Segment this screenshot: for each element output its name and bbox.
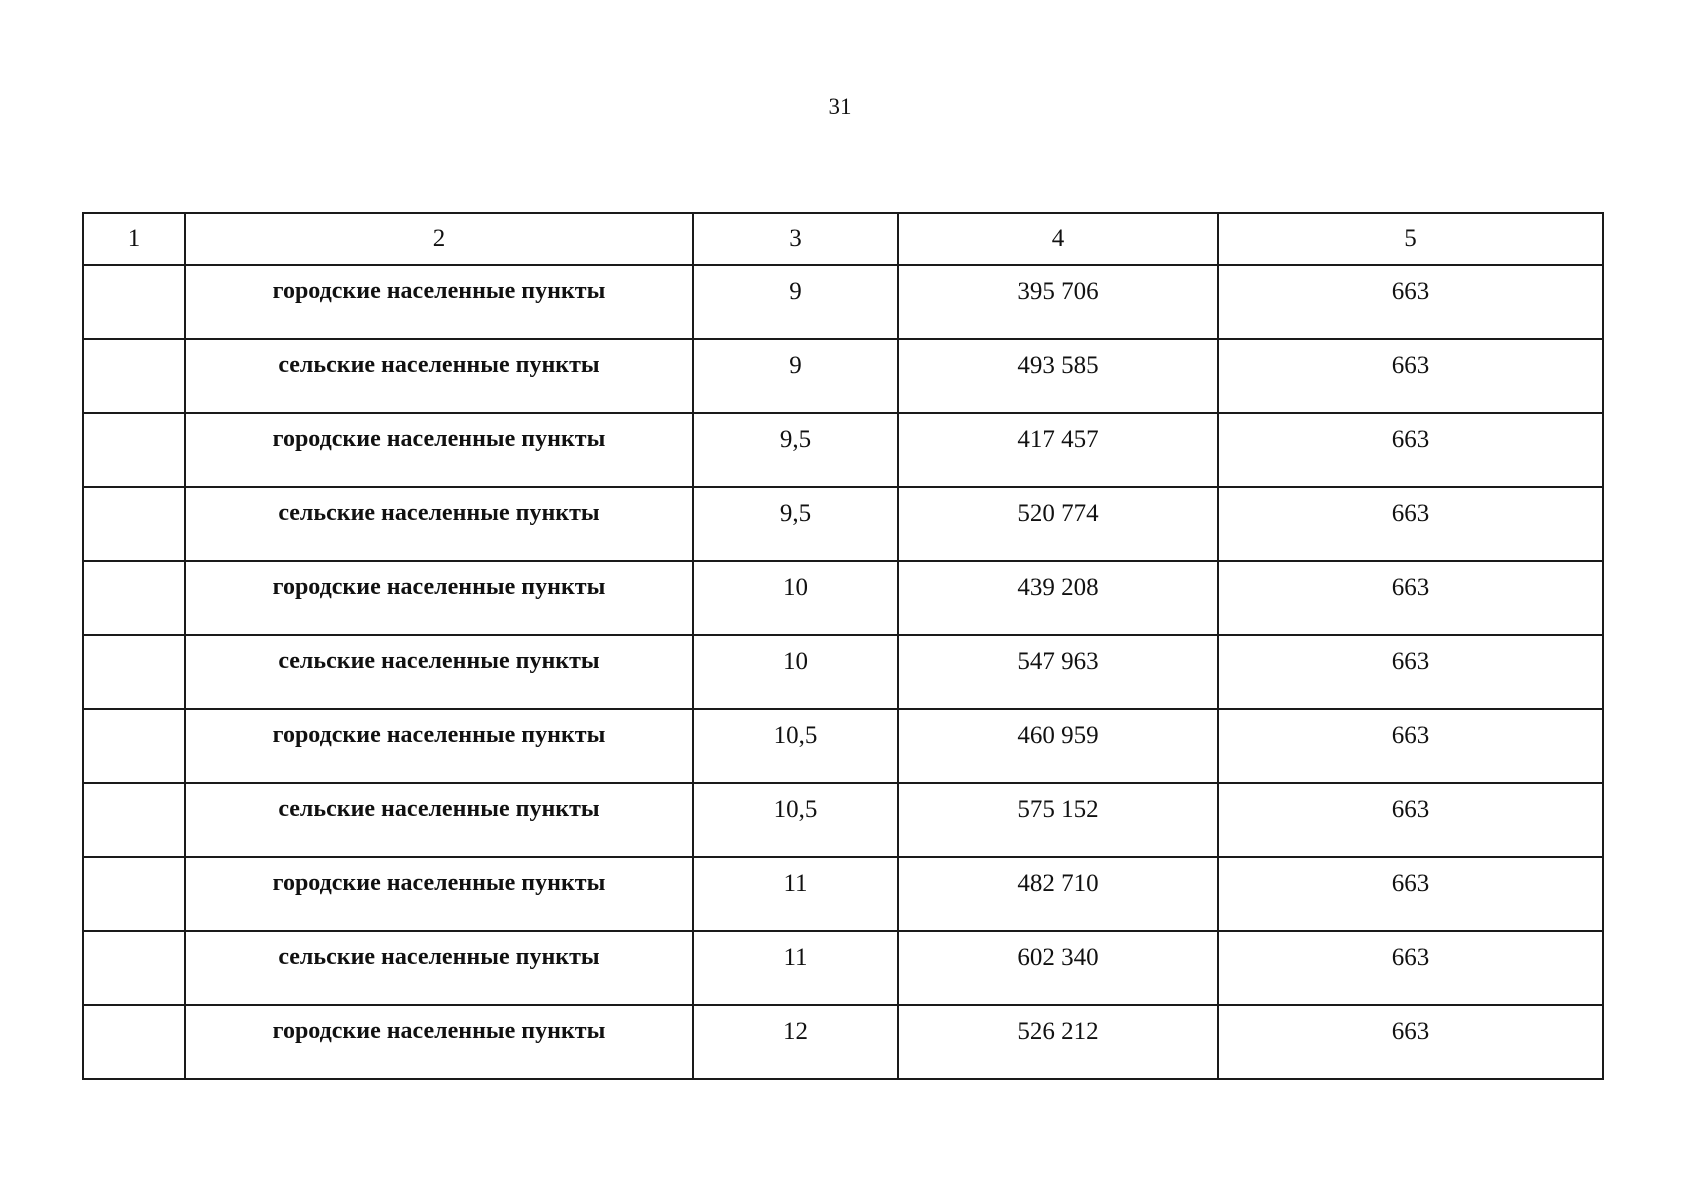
value-col4-cell: 395 706 xyxy=(898,265,1218,339)
table-row xyxy=(83,413,1603,487)
column-header-5: 5 xyxy=(1218,213,1603,265)
row-index-cell xyxy=(83,931,185,1005)
row-index-cell xyxy=(83,339,185,413)
row-index-cell xyxy=(83,783,185,857)
value-col4-cell: 575 152 xyxy=(898,783,1218,857)
row-index-cell xyxy=(83,265,185,339)
column-header-1: 1 xyxy=(83,213,185,265)
value-col4-cell: 526 212 xyxy=(898,1005,1218,1079)
value-col5-cell: 663 xyxy=(1218,635,1603,709)
settlement-type-cell: городские населенные пункты xyxy=(185,413,693,487)
value-col3-cell: 9 xyxy=(693,339,898,413)
data-table-container xyxy=(82,212,1602,1080)
settlement-type-cell: городские населенные пункты xyxy=(185,561,693,635)
value-col4-cell: 602 340 xyxy=(898,931,1218,1005)
row-index-cell xyxy=(83,413,185,487)
table-row xyxy=(83,635,1603,709)
value-col4-cell: 520 774 xyxy=(898,487,1218,561)
column-header-3: 3 xyxy=(693,213,898,265)
row-index-cell xyxy=(83,857,185,931)
value-col3-cell: 10,5 xyxy=(693,783,898,857)
value-col4-cell: 482 710 xyxy=(898,857,1218,931)
value-col5-cell: 663 xyxy=(1218,931,1603,1005)
value-col3-cell: 9 xyxy=(693,265,898,339)
row-index-cell xyxy=(83,561,185,635)
value-col5-cell: 663 xyxy=(1218,1005,1603,1079)
row-index-cell xyxy=(83,709,185,783)
settlement-type-cell: городские населенные пункты xyxy=(185,1005,693,1079)
table-row xyxy=(83,709,1603,783)
table-row xyxy=(83,1005,1603,1079)
value-col4-cell: 417 457 xyxy=(898,413,1218,487)
table-row xyxy=(83,783,1603,857)
value-col5-cell: 663 xyxy=(1218,339,1603,413)
table-row xyxy=(83,339,1603,413)
table-body xyxy=(83,265,1603,1079)
value-col5-cell: 663 xyxy=(1218,413,1603,487)
settlement-type-cell: городские населенные пункты xyxy=(185,857,693,931)
value-col3-cell: 10 xyxy=(693,635,898,709)
value-col3-cell: 9,5 xyxy=(693,487,898,561)
value-col3-cell: 11 xyxy=(693,857,898,931)
settlement-type-cell: сельские населенные пункты xyxy=(185,635,693,709)
value-col5-cell: 663 xyxy=(1218,783,1603,857)
column-header-4: 4 xyxy=(898,213,1218,265)
value-col3-cell: 10,5 xyxy=(693,709,898,783)
table-row xyxy=(83,487,1603,561)
column-header-2: 2 xyxy=(185,213,693,265)
table-header xyxy=(83,213,1603,265)
page-number: 31 xyxy=(828,94,852,119)
value-col5-cell: 663 xyxy=(1218,487,1603,561)
data-table xyxy=(82,212,1604,1080)
value-col3-cell: 10 xyxy=(693,561,898,635)
value-col5-cell: 663 xyxy=(1218,709,1603,783)
value-col4-cell: 460 959 xyxy=(898,709,1218,783)
table-row xyxy=(83,561,1603,635)
value-col3-cell: 9,5 xyxy=(693,413,898,487)
settlement-type-cell: сельские населенные пункты xyxy=(185,487,693,561)
settlement-type-cell: сельские населенные пункты xyxy=(185,931,693,1005)
value-col4-cell: 439 208 xyxy=(898,561,1218,635)
settlement-type-cell: сельские населенные пункты xyxy=(185,339,693,413)
table-row xyxy=(83,265,1603,339)
settlement-type-cell: городские населенные пункты xyxy=(185,709,693,783)
table-row xyxy=(83,857,1603,931)
settlement-type-cell: сельские населенные пункты xyxy=(185,783,693,857)
header-row xyxy=(83,213,1603,265)
value-col5-cell: 663 xyxy=(1218,561,1603,635)
table-row xyxy=(83,931,1603,1005)
value-col3-cell: 12 xyxy=(693,1005,898,1079)
value-col4-cell: 547 963 xyxy=(898,635,1218,709)
value-col3-cell: 11 xyxy=(693,931,898,1005)
row-index-cell xyxy=(83,487,185,561)
row-index-cell xyxy=(83,1005,185,1079)
value-col4-cell: 493 585 xyxy=(898,339,1218,413)
value-col5-cell: 663 xyxy=(1218,857,1603,931)
row-index-cell xyxy=(83,635,185,709)
settlement-type-cell: городские населенные пункты xyxy=(185,265,693,339)
value-col5-cell: 663 xyxy=(1218,265,1603,339)
